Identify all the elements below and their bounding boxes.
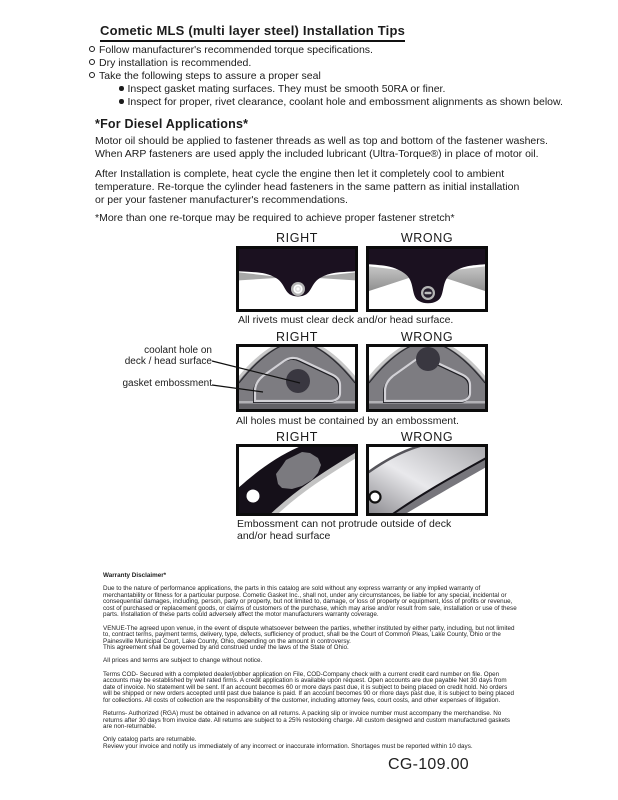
rivet-wrong-diagram <box>366 246 488 312</box>
list-sub-item <box>89 96 563 109</box>
holes-caption: All holes must be contained by an embossment. <box>236 415 459 427</box>
page-title: Cometic MLS (multi layer steel) Installation Tips <box>100 23 405 42</box>
coolant-hole-annotation <box>115 345 212 367</box>
rivets-caption: All rivets must clear deck and/or head surface. <box>238 314 454 326</box>
wrong-label-row1: WRONG <box>400 231 454 245</box>
warranty-paragraph: VENUE-The agreed upon venue, in the event of dispute whatsoever between the parties, whether instituted by either party, including, but not limited to, contract terms, payment terms, delivery, type, defects, sufficiency of product, shall be the Court of Common Pleas, Lake County, Ohio or the Painesville Municipal Court, Lake County, Ohio, depending on the amount in controversy. <box>103 624 515 645</box>
annotation-line: deck / head surface <box>124 356 212 368</box>
dot-bullet-icon <box>119 86 124 91</box>
list-item <box>89 57 563 70</box>
list-item-text: Take the following steps to assure a proper seal <box>99 70 321 82</box>
wrong-label-row2: WRONG <box>400 330 454 344</box>
rivet-right-diagram <box>236 246 358 312</box>
diesel-paragraph-2 <box>95 168 519 208</box>
diesel-applications-heading: *For Diesel Applications* <box>95 117 249 131</box>
circle-bullet-icon <box>89 59 95 65</box>
annotation-line: coolant hole on <box>144 345 212 356</box>
warranty-paragraph: Review your invoice and notify us immediately of any incorrect or inaccurate information. Shortages must be reported within 10 days. <box>103 742 473 750</box>
retorque-note: *More than one re-torque may be required to achieve proper fastener stretch* <box>95 212 455 224</box>
diesel-paragraph-1 <box>95 135 548 161</box>
list-item-text: Follow manufacturer's recommended torque specifications. <box>99 44 373 56</box>
leader-lines <box>205 345 315 400</box>
wrong-label-row3: WRONG <box>400 430 454 444</box>
right-label-row1: RIGHT <box>276 231 318 245</box>
circle-bullet-icon <box>89 72 95 78</box>
list-item <box>89 44 563 57</box>
warranty-paragraph: This agreement shall be governed by and construed under the laws of the State of Ohio. <box>103 644 349 652</box>
coolant-hole-wrong-diagram <box>366 344 488 412</box>
list-item <box>89 70 563 83</box>
embossment-caption: Embossment can not protrude outside of deck and/or head surface <box>237 518 452 542</box>
document-code: CG-109.00 <box>388 756 469 773</box>
warranty-paragraph: Due to the nature of performance applications, the parts in this catalog are sold without any express warranty or any implied warranty of merchantability or fitness for a particular purpose. Cometic Gasket Inc., shall not, under any circumstances, be liable for any special, incidental or consequential damages, including, person, party or property, but not limited to, damage, or loss of property or equipment, loss of profits or revenue, cost of purchased or replacement goods, or claims of customers of the purchase, which may arise and/or result from sale, installation or use of these parts. Installation of these parts could adversely affect the motor manufacturers warranty coverage. <box>103 585 517 619</box>
warranty-heading: Warranty Disclaimer* <box>103 572 167 579</box>
warranty-disclaimer <box>103 573 517 757</box>
right-label-row3: RIGHT <box>276 430 318 444</box>
paragraph-line: or per your fastener manufacturer's recommendations. <box>95 194 348 207</box>
embossment-wrong-diagram <box>366 444 488 516</box>
paragraph-line: temperature. Re-torque the cylinder head fasteners in the same pattern as initial installation <box>95 181 520 194</box>
list-item-text: Inspect for proper, rivet clearance, coolant hole and embossment alignments as shown below. <box>127 96 563 108</box>
paragraph-line: When ARP fasteners are used apply the included lubricant (Ultra-Torque®) in place of motor oil. <box>95 148 539 161</box>
embossment-right-diagram <box>236 444 358 516</box>
list-item-text: Inspect gasket mating surfaces. They must be smooth 50RA or finer. <box>127 83 446 95</box>
warranty-paragraph: Returns- Authorized (RGA) must be obtained in advance on all returns. A packing slip or invoice number must accompany the merchandise. No returns after 30 days from invoice date. All returns are subject to a 25% restocking charge. All custom designed and custom manufactured gaskets are non-returnable. <box>103 710 511 731</box>
warranty-paragraph: Terms COD- Secured with a completed dealer/jobber application on File, COD-Company check with a current credit card number on file. Open accounts may be established by well rated firms. A credit application is available upon request. Open accounts are due payable Net 30 days from date of invoice. No statement will be sent. If an account becomes 60 or more days past due, it is subject to being placed on credit hold. No orders will be shipped or new orders accepted until past due balance is paid. If an account becomes 90 or more days past due, it is subject to being placed for collections. All costs of collection are the responsibility of the customer, including attorney fees, court costs, and other expenses of litigation. <box>103 670 514 704</box>
dot-bullet-icon <box>119 99 124 104</box>
warranty-paragraph: All prices and terms are subject to change without notice. <box>103 657 263 665</box>
right-label-row2: RIGHT <box>276 330 318 344</box>
installation-tips-list <box>89 44 563 109</box>
list-item-text: Dry installation is recommended. <box>99 57 252 69</box>
circle-bullet-icon <box>89 46 95 52</box>
paragraph-line: Motor oil should be applied to fastener threads as well as top and bottom of the fastener washers. <box>95 135 548 147</box>
warranty-paragraph: Only catalog parts are returnable. <box>103 736 197 744</box>
gasket-embossment-annotation: gasket embossment <box>122 378 212 389</box>
paragraph-line: After Installation is complete, heat cycle the engine then let it completely cool to ambient <box>95 168 505 180</box>
list-sub-item <box>89 83 563 96</box>
